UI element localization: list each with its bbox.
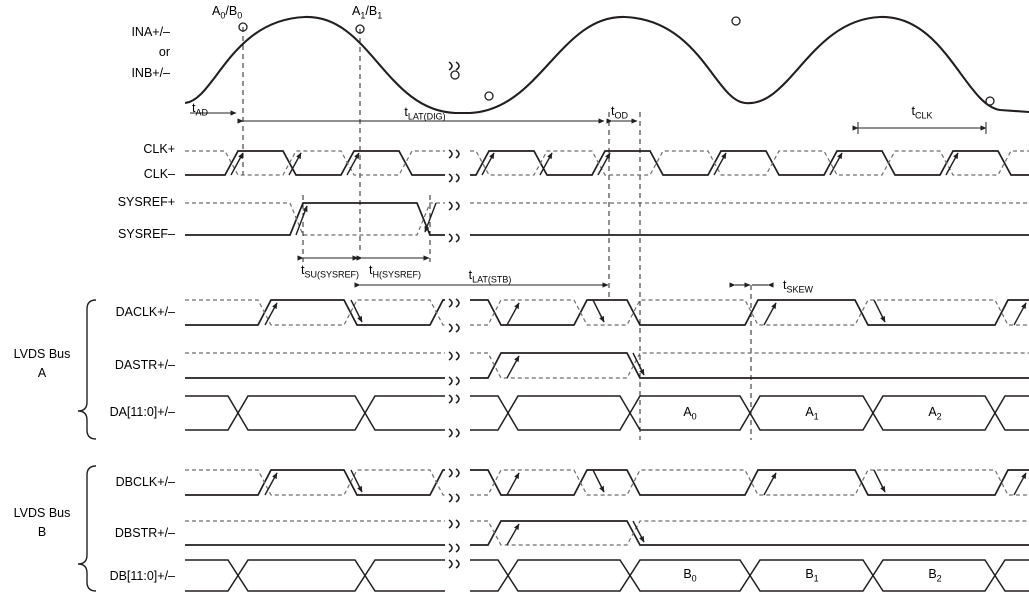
t-ad-base: t: [192, 101, 196, 115]
daclk-waveform: [185, 300, 1029, 325]
signal-label-sysrefp: SYSREF+: [117, 195, 175, 209]
signal-label-clkp: CLK+: [143, 142, 175, 156]
signal-label-clkn: CLK–: [143, 167, 175, 181]
sample-marker-a1-sub: 1: [360, 10, 366, 21]
signal-label-da-bus: DA[11:0]+/–: [109, 405, 175, 419]
sample-marker-a0b0: $A_0/B_0$: [212, 4, 243, 21]
signal-label-dastr: DASTR+/–: [114, 358, 175, 372]
dastr-waveform: [185, 353, 1029, 378]
t-od-base: t: [611, 104, 615, 118]
sample-point-2: [451, 71, 459, 79]
data-word-a2: [885, 405, 985, 422]
data-word-b1-base: B: [805, 567, 814, 581]
timing-label-t-lat-stb: [430, 268, 550, 285]
sample-marker-a0-base: A: [212, 4, 221, 18]
data-word-a0: [640, 405, 740, 422]
data-word-b2-sub: 2: [936, 573, 942, 584]
t-clk-sub: CLK: [914, 110, 933, 121]
data-word-a1: [762, 405, 862, 422]
timing-label-t-od: [611, 104, 628, 121]
sample-point-3: [485, 92, 493, 100]
data-word-a0-sub: 0: [691, 411, 697, 422]
signal-label-sysrefn: SYSREF–: [118, 227, 175, 241]
t-ad-sub: AD: [195, 107, 208, 118]
signal-label-dbstr: DBSTR+/–: [114, 526, 175, 540]
clk-waveform: [185, 151, 1029, 175]
t-su-sysref-sub: SU(SYSREF): [304, 269, 359, 280]
sample-point-5: [986, 97, 994, 105]
sysref-waveform: [185, 203, 1029, 235]
signal-label-input-line1: INA+/–: [131, 25, 170, 39]
data-word-a1-base: A: [805, 405, 814, 419]
sample-marker-b1-sub: 1: [377, 10, 383, 21]
dbclk-waveform: [185, 470, 1029, 495]
timing-label-t-skew: [783, 278, 813, 295]
signal-label-input-line2: or: [158, 45, 170, 59]
t-clk-base: t: [911, 104, 915, 118]
data-word-a2-base: A: [928, 405, 937, 419]
signal-label-daclk: DACLK+/–: [115, 305, 175, 319]
bus-group-brackets: [78, 300, 96, 591]
timing-label-t-ad: [192, 101, 208, 118]
signal-label-dbclk: DBCLK+/–: [115, 475, 175, 489]
sample-marker-b0-sub: 0: [237, 10, 243, 21]
sample-marker-b1-base: B: [368, 4, 378, 18]
timing-label-t-lat-dig: [345, 105, 505, 122]
t-lat-dig-base: t: [404, 105, 408, 119]
data-word-b0-sub: 0: [691, 573, 697, 584]
data-word-a0-base: A: [683, 405, 692, 419]
data-word-b1: [762, 567, 862, 584]
group-label-bus-a-line2: A: [37, 366, 47, 380]
sample-marker-a1b1: $A_1/B_1$: [352, 4, 383, 21]
data-word-b2-base: B: [928, 567, 937, 581]
break-marks: [449, 62, 459, 568]
sample-point-4: [732, 17, 740, 25]
t-h-sysref-base: t: [369, 263, 373, 277]
t-lat-stb-base: t: [468, 268, 473, 282]
t-od-sub: OD: [614, 110, 628, 121]
dbstr-waveform: [185, 521, 1029, 545]
sample-marker-a1-base: A: [352, 4, 361, 18]
t-lat-stb-sub: LAT(STB): [472, 274, 512, 285]
group-label-bus-b-line1: LVDS Bus: [13, 506, 71, 520]
group-label-bus-a-line1: LVDS Bus: [13, 347, 71, 361]
data-word-b0: [640, 567, 740, 584]
group-label-bus-b-line2: B: [37, 525, 47, 539]
t-h-sysref-sub: H(SYSREF): [372, 269, 421, 280]
t-skew-base: t: [783, 278, 787, 292]
data-word-b2: [885, 567, 985, 584]
timing-label-t-clk: [882, 104, 962, 121]
t-skew-sub: SKEW: [786, 284, 813, 295]
data-word-b0-base: B: [683, 567, 692, 581]
sample-marker-a0-sub: 0: [220, 10, 226, 21]
signal-label-db-bus: DB[11:0]+/–: [109, 569, 175, 583]
sample-marker-b0-base: B: [228, 4, 238, 18]
data-word-a1-sub: 1: [813, 411, 819, 422]
t-lat-dig-sub: LAT(DIG): [407, 111, 446, 122]
t-su-sysref-base: t: [301, 263, 305, 277]
data-word-a2-sub: 2: [936, 411, 942, 422]
analog-input-waveform: [185, 17, 1029, 113]
signal-label-input-line3: INB+/–: [131, 66, 170, 80]
data-word-b1-sub: 1: [813, 573, 819, 584]
